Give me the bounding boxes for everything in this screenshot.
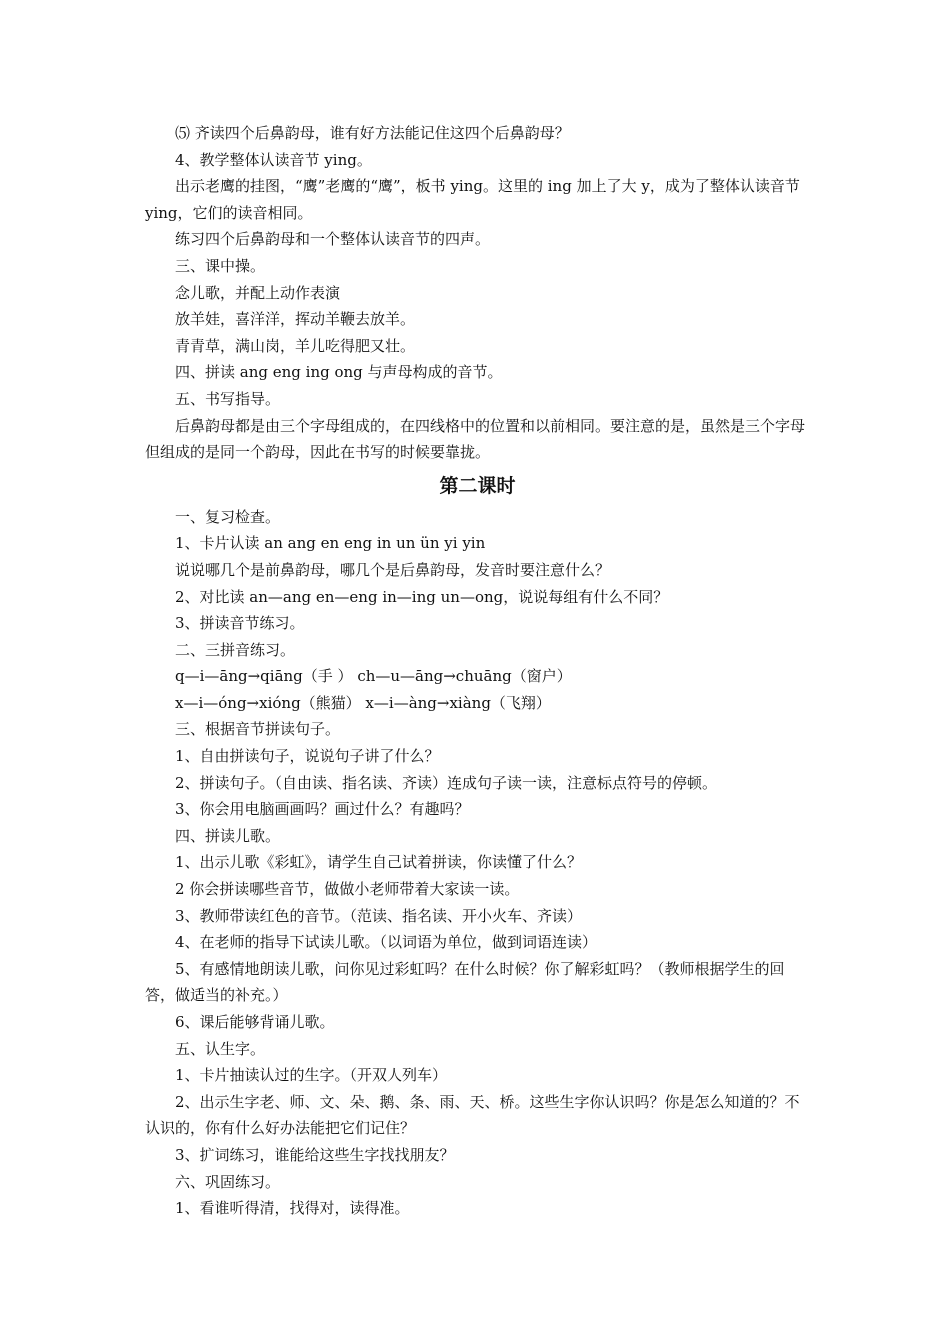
paragraph: 4、在老师的指导下试读儿歌。（以词语为单位，做到词语连读） <box>175 933 598 952</box>
paragraph: 五、书写指导。 <box>175 389 281 408</box>
document-body <box>145 120 810 1222</box>
paragraph: 念儿歌，并配上动作表演 <box>175 283 341 302</box>
paragraph: 3、你会用电脑画画吗？画过什么？有趣吗？ <box>175 800 470 819</box>
section-heading: 第二课时 <box>439 474 516 497</box>
paragraph: 4、教学整体认读音节 ying。 <box>175 150 372 169</box>
paragraph: 1、卡片抽读认过的生字。（开双人列车） <box>175 1066 448 1085</box>
paragraph: ⑸ 齐读四个后鼻韵母，谁有好方法能记住这四个后鼻韵母？ <box>175 124 570 142</box>
paragraph: 2 你会拼读哪些音节，做做小老师带着大家读一读。 <box>175 880 520 899</box>
paragraph: 一、复习检查。 <box>175 507 281 526</box>
paragraph: 五、认生字。 <box>175 1039 266 1058</box>
paragraph: 后鼻韵母都是由三个字母组成的，在四线格中的位置和以前相同。要注意的是，虽然是三个字母但组成的是同一个韵母，因此在书写的时候要靠拢。 <box>145 416 806 462</box>
paragraph: 四、拼读 ang eng ing ong 与声母构成的音节。 <box>175 363 503 382</box>
paragraph: 6、课后能够背诵儿歌。 <box>175 1013 335 1031</box>
paragraph: 1、出示儿歌《彩虹》，请学生自己试着拼读，你读懂了什么？ <box>175 853 583 872</box>
paragraph: 说说哪几个是前鼻韵母，哪几个是后鼻韵母，发音时要注意什么？ <box>175 560 611 579</box>
paragraph: 3、教师带读红色的音节。（范读、指名读、开小火车、齐读） <box>175 906 583 925</box>
paragraph: 1、看谁听得清，找得对，读得准。 <box>175 1199 410 1218</box>
paragraph: x—i—óng→xióng（熊猫） x—i—àng→xiàng（飞翔） <box>175 693 551 712</box>
paragraph: 2、出示生字老、师、文、朵、鹅、条、雨、天、桥。这些生字你认识吗？你是怎么知道的？不认识的，你有什么好办法能把它们记住？ <box>145 1092 800 1138</box>
paragraph: 放羊娃，喜洋洋，挥动羊鞭去放羊。 <box>175 310 416 329</box>
paragraph: 5、有感情地朗读儿歌，问你见过彩虹吗？在什么时候？你了解彩虹吗？（教师根据学生的回答，做适当的补充。） <box>145 959 785 1005</box>
paragraph: 青青草，满山岗，羊儿吃得肥又壮。 <box>175 336 416 355</box>
paragraph: 三、根据音节拼读句子。 <box>175 720 341 739</box>
paragraph: 1、自由拼读句子，说说句子讲了什么？ <box>175 747 440 766</box>
paragraph: 二、三拼音练习。 <box>175 640 296 659</box>
paragraph: 2、拼读句子。（自由读、指名读、齐读）连成句子读一读，注意标点符号的停顿。 <box>175 773 718 792</box>
paragraph: q—i—āng→qiāng（手 ） ch—u—āng→chuāng（窗户） <box>175 667 572 686</box>
paragraph: 六、巩固练习。 <box>175 1172 281 1191</box>
paragraph: 三、课中操。 <box>175 256 266 275</box>
paragraph: 1、卡片认读 an ang en eng in un ün yi yin <box>175 534 486 553</box>
paragraph: 出示老鹰的挂图，“鹰”老鹰的“鹰”，板书 ying。这里的 ing 加上了大 y，成为了整体认读音节 ying，它们的读音相同。 <box>145 177 800 222</box>
paragraph: 3、拼读音节练习。 <box>175 614 305 633</box>
paragraph: 3、扩词练习，谁能给这些生字找找朋友？ <box>175 1145 455 1164</box>
paragraph: 练习四个后鼻韵母和一个整体认读音节的四声。 <box>175 230 491 249</box>
paragraph: 2、对比读 an—ang en—eng in—ing un—ong，说说每组有什么不同？ <box>175 587 669 606</box>
paragraph: 四、拼读儿歌。 <box>175 826 281 845</box>
